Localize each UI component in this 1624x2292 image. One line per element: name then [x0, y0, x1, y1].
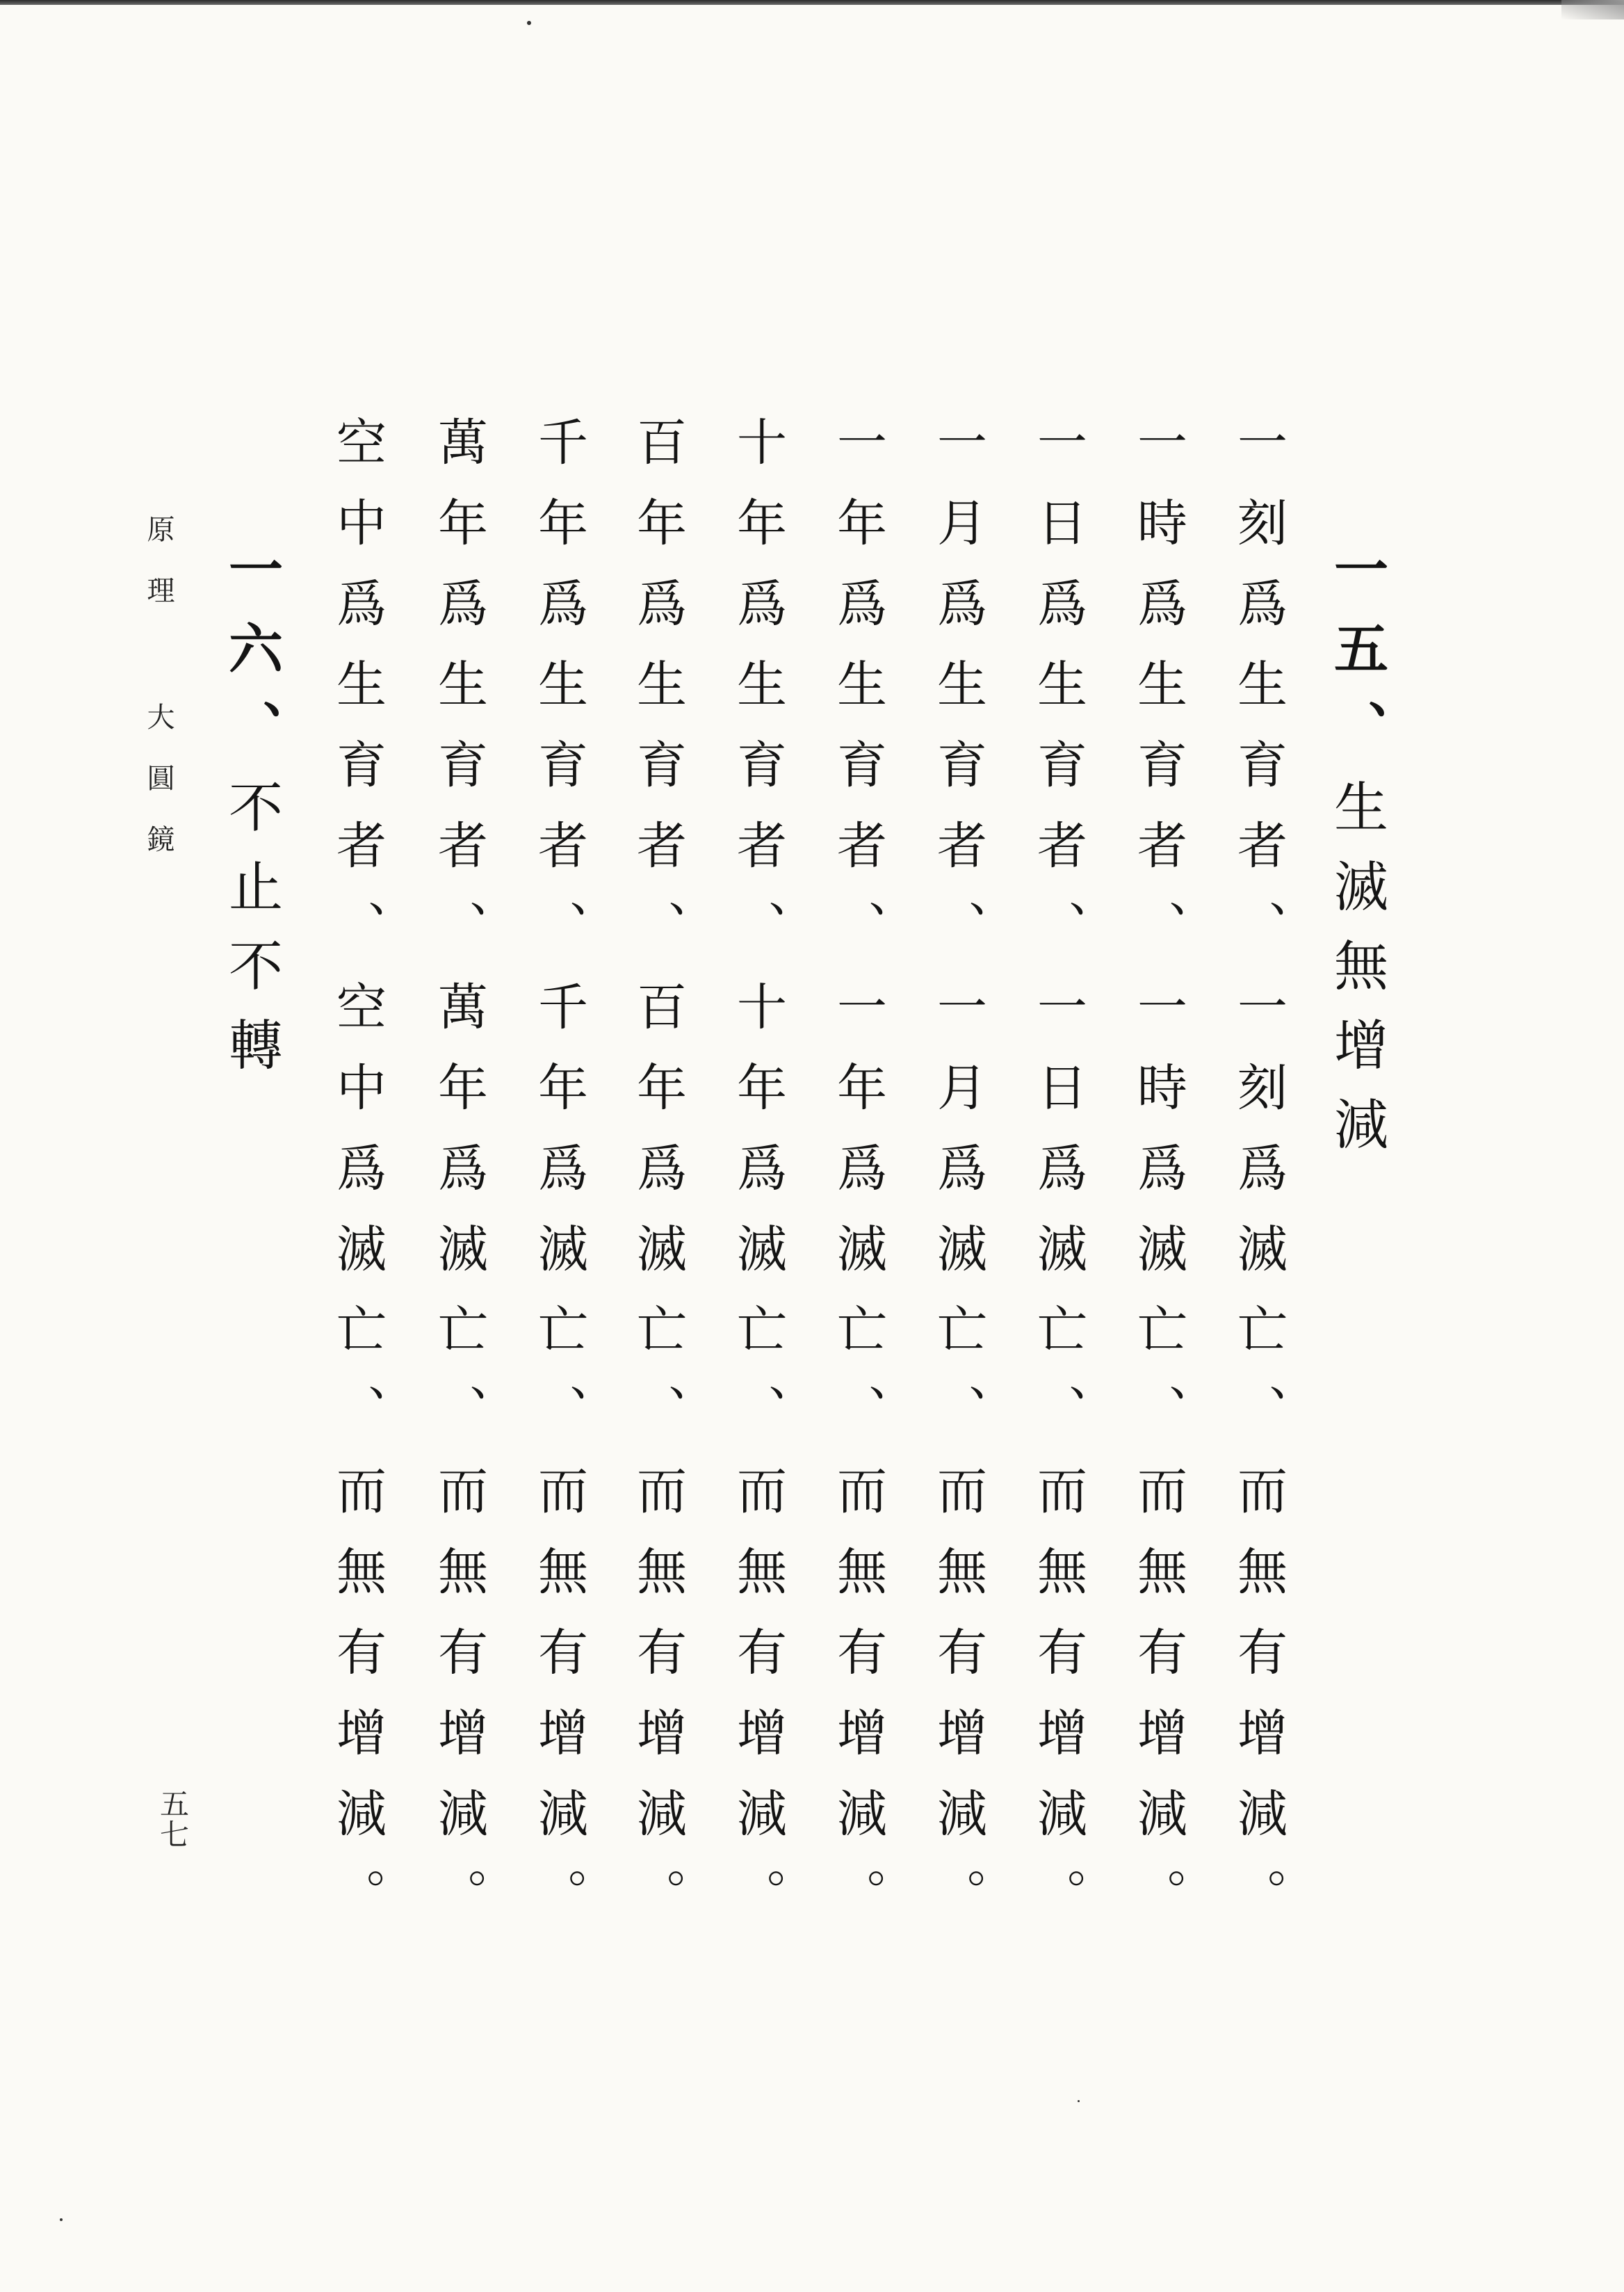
section-16-title: 不止不轉 [220, 779, 282, 1096]
section-15-number: 一五、 [1325, 541, 1388, 779]
section-16-heading [220, 541, 282, 1096]
text-line-9: 萬年爲生育者、萬年爲滅亡、而無有增減。 [430, 416, 488, 1948]
top-border [0, 0, 1624, 5]
section-16-number: 一六、 [220, 541, 282, 779]
text-line-6: 十年爲生育者、十年爲滅亡、而無有增減。 [729, 416, 787, 1948]
text-line-1: 一刻爲生育者、一刻爲滅亡、而無有增減。 [1229, 416, 1288, 1948]
section-15-title: 生滅無增減 [1325, 779, 1388, 1175]
text-line-8: 千年爲生育者、千年爲滅亡、而無有增減。 [530, 416, 588, 1948]
text-line-3: 一日爲生育者、一日爲滅亡、而無有增減。 [1029, 416, 1087, 1948]
print-speck [527, 21, 531, 25]
corner-shade [1561, 0, 1624, 19]
text-line-5: 一年爲生育者、一年爲滅亡、而無有增減。 [829, 416, 887, 1948]
print-speck [1078, 2100, 1080, 2102]
text-line-2: 一時爲生育者、一時爲滅亡、而無有增減。 [1129, 416, 1187, 1948]
text-line-10: 空中爲生育者、空中爲滅亡、而無有增減。 [328, 416, 387, 1948]
running-header: 原理 大圓鏡 [143, 515, 174, 886]
page-number: 五七 [156, 1789, 190, 1850]
section-15-heading [1325, 541, 1388, 1175]
text-line-4: 一月爲生育者、一月爲滅亡、而無有增減。 [929, 416, 987, 1948]
print-speck [60, 2218, 63, 2221]
text-line-7: 百年爲生育者、百年爲滅亡、而無有增減。 [628, 416, 687, 1948]
